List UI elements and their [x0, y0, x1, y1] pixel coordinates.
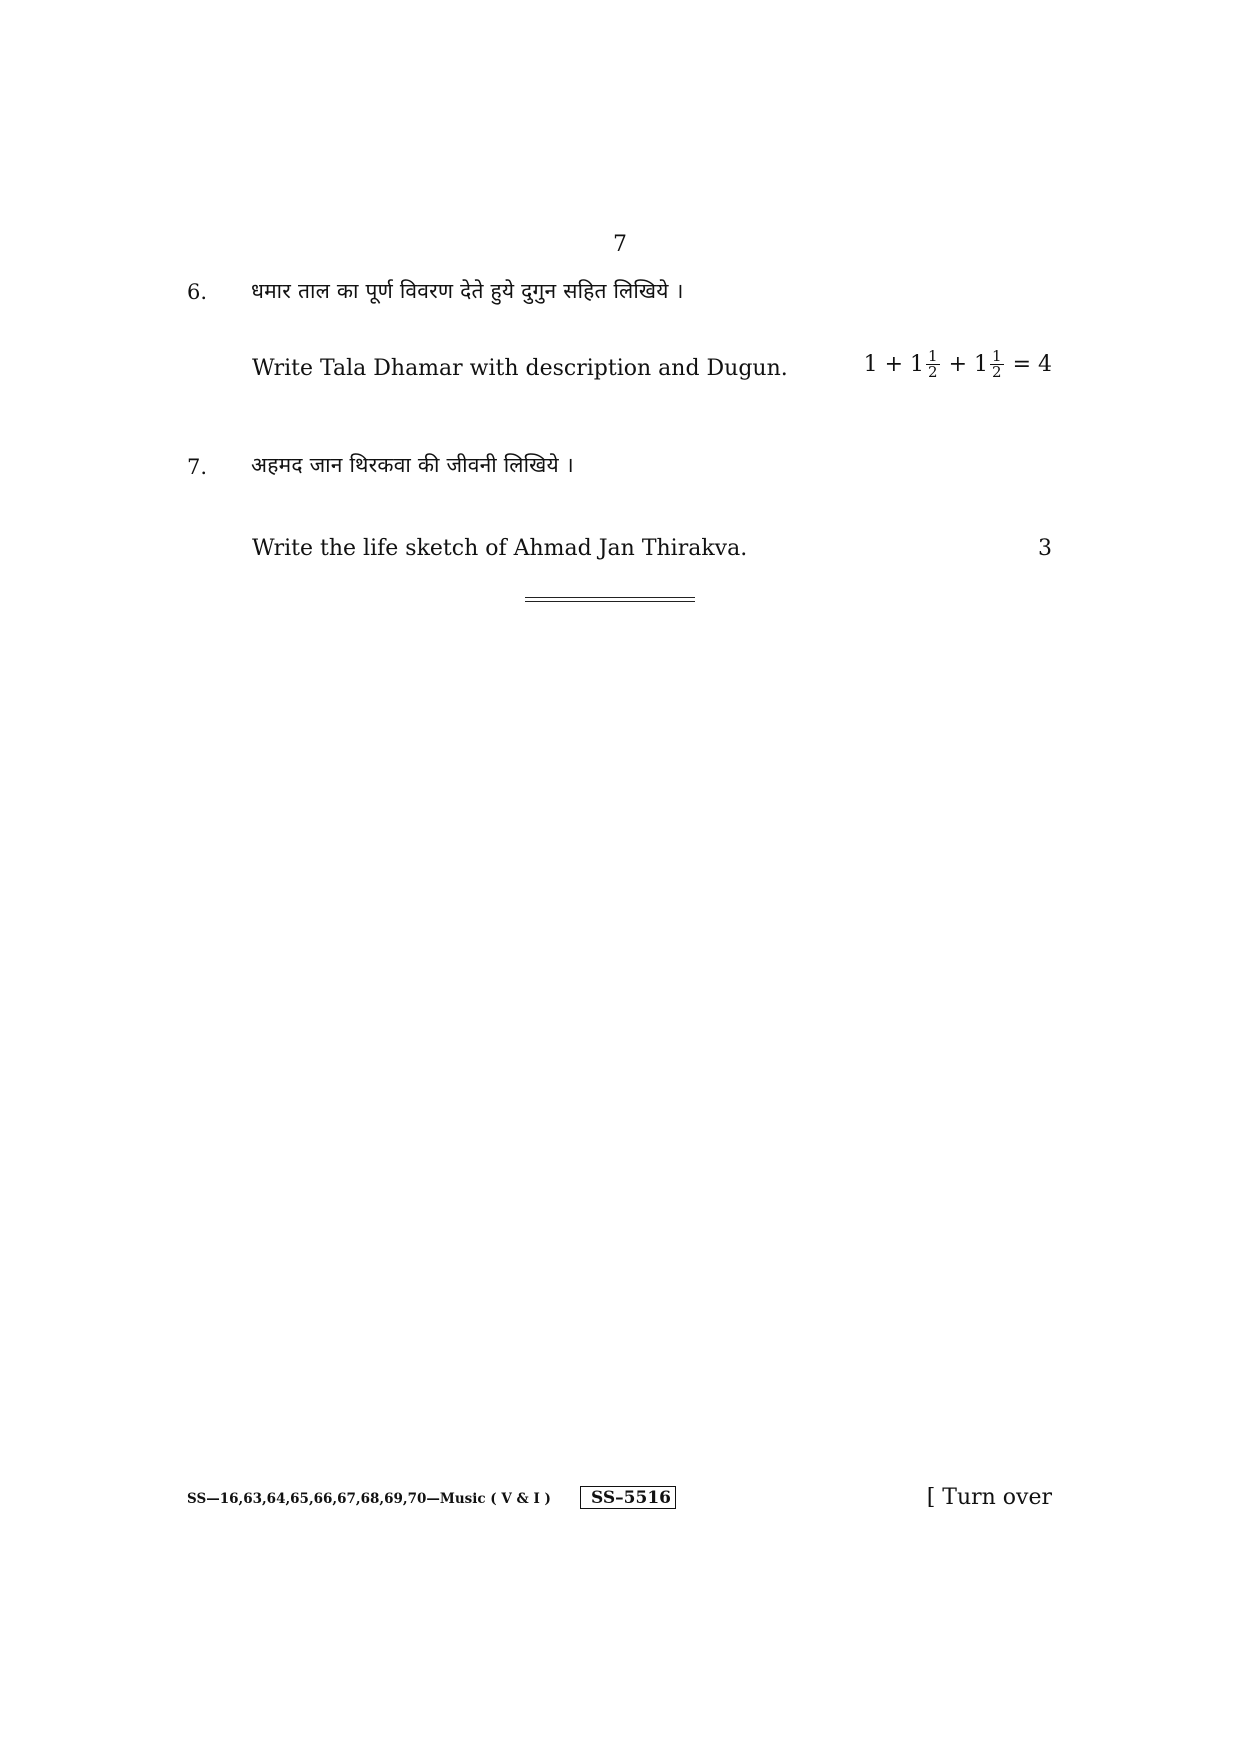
marks-term-3-whole: 1 — [974, 352, 989, 377]
footer-turn-over: [ Turn over — [926, 1485, 1052, 1510]
marks-total: 4 — [1038, 352, 1052, 377]
question-6-english-text: Write Tala Dhamar with description and Dugun. — [252, 356, 788, 381]
end-of-paper-double-rule — [525, 597, 695, 602]
fraction-numerator: 1 — [928, 347, 938, 365]
question-6-hindi-text: धमार ताल का पूर्ण विवरण देते हुये दुगुन सहित लिखिये । — [251, 279, 684, 303]
question-7-english-text: Write the life sketch of Ahmad Jan Thirakva. — [252, 536, 748, 561]
fraction-denominator: 2 — [992, 363, 1002, 381]
marks-term-3-fraction — [990, 349, 1004, 380]
marks-plus-1: + — [884, 352, 904, 377]
marks-equals: = — [1012, 352, 1031, 377]
fraction-numerator: 1 — [992, 347, 1002, 365]
marks-term-2-fraction — [926, 349, 940, 380]
question-7-marks: 3 — [1038, 536, 1052, 561]
page-number: 7 — [613, 232, 627, 257]
question-6-number: 6. — [187, 280, 208, 304]
question-7-hindi-text: अहमद जान थिरकवा की जीवनी लिखिये । — [251, 453, 574, 477]
footer-exam-code: SS—16,63,64,65,66,67,68,69,70—Music ( V & I ) — [187, 1491, 551, 1507]
marks-term-2-whole: 1 — [910, 352, 925, 377]
footer-paper-code-box: SS–5516 — [580, 1486, 676, 1509]
marks-term-1: 1 — [863, 352, 878, 377]
marks-plus-2: + — [948, 352, 968, 377]
question-7-number: 7. — [187, 455, 208, 479]
question-6-marks — [864, 349, 1052, 380]
fraction-denominator: 2 — [928, 363, 938, 381]
